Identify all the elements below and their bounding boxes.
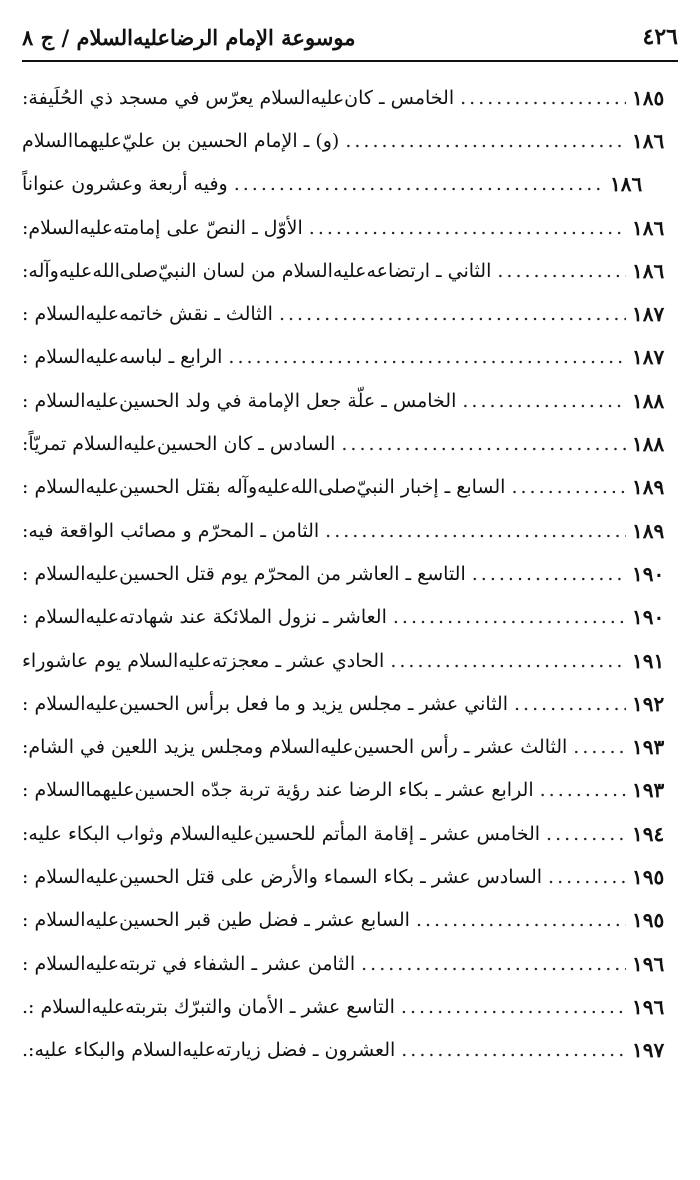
toc-entry-page: ١٩٦ [632,994,665,1019]
header-rule [22,60,678,62]
toc-entry [22,249,678,292]
toc-entry-page: ١٩٣ [632,735,665,760]
dot-leader [511,476,626,498]
toc-entry-page: ١٨٦ [610,172,643,197]
toc-entry [22,682,678,725]
toc-entry [22,379,678,422]
toc-entry-title: الأوّل ـ النصّ على إمامته‌عليه‌السلام: [22,216,303,239]
toc-entry-title: الخامس ـ علّة جعل الإمامة في ولد الحسين‌عليه‌السلام : [22,389,457,412]
toc-entry-page: ١٩٥ [632,864,665,889]
dot-leader [325,520,626,542]
toc-entry-title: (و) ـ الإمام الحسين بن عليّ‌عليهما‌السلام [22,129,340,152]
toc-entry [22,639,678,682]
dot-leader [472,563,626,585]
toc-entry-page: ١٩١ [632,648,665,673]
toc-entry [22,855,678,898]
toc-entry [22,292,678,335]
toc-entry-title: العاشر ـ نزول الملائكة عند شهادته‌عليه‌السلام : [22,606,387,629]
toc-entry [22,769,678,812]
toc-entry-title: الرابع ـ لباسه‌عليه‌السلام : [22,346,223,369]
toc-entry [22,119,678,162]
toc-entry-page: ١٩٧ [632,1038,665,1063]
dot-leader [548,866,626,888]
toc-entry-title: السادس عشر ـ بكاء السماء والأرض على قتل الحسين‌عليه‌السلام : [22,865,543,888]
toc-entry-page: ١٨٦ [632,258,665,283]
dot-leader [514,693,626,715]
toc-entry-title: الثاني ـ ارتضاعه‌عليه‌السلام من لسان النبيّ‌صلى‌الله‌عليه‌وآله: [22,259,492,282]
toc-entry-page: ١٨٩ [632,475,665,500]
toc-entry-page: ١٩٠ [632,561,665,586]
toc-entry-page: ١٩٦ [632,951,665,976]
page-number: ٤٢٦ [642,24,678,50]
dot-leader [401,996,626,1018]
table-of-contents [22,76,678,1072]
toc-entry-page: ١٨٨ [632,388,665,413]
toc-entry-title: التاسع عشر ـ الأمان والتبرّك بتربته‌عليه‌السلام :. [22,995,395,1018]
dot-leader [228,346,626,368]
dot-leader [497,260,626,282]
dot-leader [279,303,626,325]
toc-entry-page: ١٩٤ [632,821,665,846]
toc-entry-title: التاسع ـ العاشر من المحرّم يوم قتل الحسين‌عليه‌السلام : [22,562,466,585]
dot-leader [573,736,626,758]
toc-entry [22,163,678,206]
dot-leader [390,650,626,672]
toc-entry [22,985,678,1028]
toc-entry [22,76,678,119]
toc-entry-title: الثامن عشر ـ الشفاء في تربته‌عليه‌السلام : [22,952,356,975]
toc-entry [22,466,678,509]
page-header [22,22,678,52]
toc-entry-page: ١٨٦ [632,128,665,153]
toc-entry-page: ١٨٨ [632,432,665,457]
toc-entry-title: الثاني عشر ـ مجلس يزيد و ما فعل برأس الحسين‌عليه‌السلام : [22,692,509,715]
dot-leader [309,217,626,239]
dot-leader [462,390,626,412]
toc-entry-page: ١٨٦ [632,215,665,240]
toc-entry [22,596,678,639]
toc-entry-title: السابع عشر ـ فضل طين قبر الحسين‌عليه‌السلام : [22,909,410,932]
toc-entry [22,725,678,768]
toc-entry-page: ١٩٣ [632,778,665,803]
dot-leader [416,909,626,931]
toc-entry-title: الخامس ـ كان‌عليه‌السلام يعرّس في مسجد ذي الحُلَيفة: [22,86,455,109]
toc-entry-title: الخامس عشر ـ إقامة المأتم للحسين‌عليه‌السلام وثواب البكاء عليه: [22,822,541,845]
dot-leader [341,433,626,455]
toc-entry-title: الثالث عشر ـ رأس الحسين‌عليه‌السلام ومجلس يزيد اللعين في الشام: [22,736,568,759]
toc-entry-page: ١٩٢ [632,691,665,716]
toc-entry-page: ١٩٠ [632,605,665,630]
toc-entry-title: الرابع عشر ـ بكاء الرضا عند رؤية تربة جدّه الحسين‌عليهما‌السلام : [22,779,534,802]
toc-entry [22,206,678,249]
dot-leader [540,779,626,801]
toc-entry-title: الحادي عشر ـ معجزته‌عليه‌السلام يوم عاشوراء [22,649,385,672]
toc-entry [22,942,678,985]
toc-entry-page: ١٩٥ [632,908,665,933]
dot-leader [460,87,626,109]
toc-entry-title: العشرون ـ فضل زيارته‌عليه‌السلام والبكاء عليه:. [22,1039,396,1062]
toc-entry [22,1029,678,1072]
dot-leader [546,823,626,845]
toc-entry [22,899,678,942]
toc-entry-page: ١٨٧ [632,345,665,370]
toc-entry-page: ١٨٥ [632,85,665,110]
running-title: موسوعة الإمام الرضا‌عليه‌السلام / ج ٨ [22,24,356,50]
toc-entry-title: الثالث ـ نقش خاتمه‌عليه‌السلام : [22,303,273,326]
toc-entry [22,336,678,379]
dot-leader [234,173,604,195]
toc-entry [22,552,678,595]
dot-leader [361,953,626,975]
toc-entry-page: ١٨٩ [632,518,665,543]
toc-entry-title: السادس ـ كان الحسين‌عليه‌السلام تمريّاً: [22,433,336,456]
toc-entry [22,509,678,552]
toc-entry [22,422,678,465]
toc-entry [22,812,678,855]
dot-leader [393,606,626,628]
toc-entry-title: وفيه أربعة وعشرون عنواناً [22,173,228,196]
toc-entry-title: السابع ـ إخبار النبيّ‌صلى‌الله‌عليه‌وآله بقتل الحسين‌عليه‌السلام : [22,476,506,499]
dot-leader [401,1039,626,1061]
dot-leader [345,130,626,152]
toc-entry-page: ١٨٧ [632,302,665,327]
toc-entry-title: الثامن ـ المحرّم و مصائب الواقعة فيه: [22,519,320,542]
